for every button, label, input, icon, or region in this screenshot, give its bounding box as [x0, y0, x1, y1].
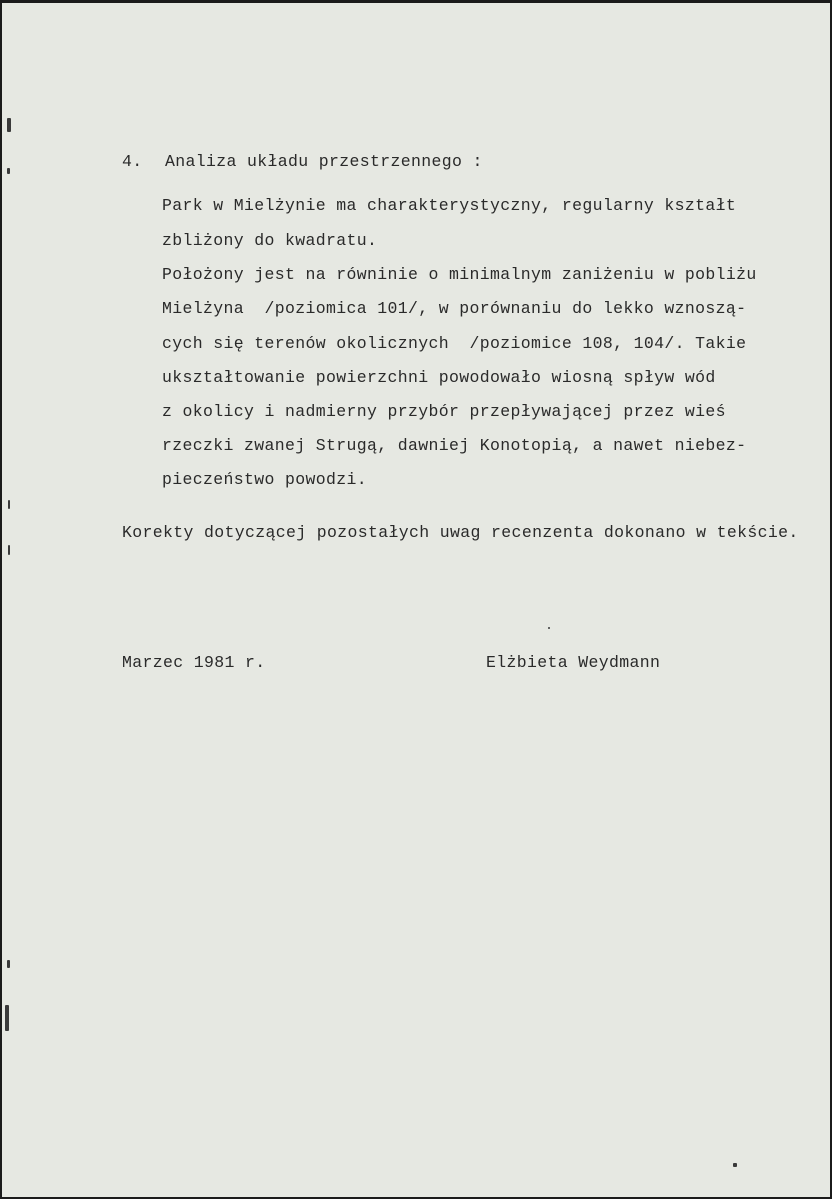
paragraph-line: Położony jest na równinie o minimalnym zaniżeniu w pobliżu	[162, 265, 757, 284]
scan-speck	[8, 545, 10, 555]
paragraph-line: cych się terenów okolicznych /poziomice 108, 104/. Takie	[162, 334, 747, 353]
paragraph-line: Mielżyna /poziomica 101/, w porównaniu do lekko wznoszą-	[162, 299, 747, 318]
scan-speck	[7, 168, 10, 174]
scan-speck	[733, 1163, 737, 1167]
footer-author: Elżbieta Weydmann	[486, 653, 661, 672]
paragraph-line: rzeczki zwanej Strugą, dawniej Konotopią, a nawet niebez-	[162, 436, 747, 455]
scan-speck	[8, 500, 10, 509]
paragraph-line: ukształtowanie powierzchni powodowało wiosną spływ wód	[162, 368, 716, 387]
paragraph-line: zbliżony do kwadratu.	[162, 231, 378, 250]
scan-speck	[5, 1005, 9, 1031]
scan-speck	[7, 960, 10, 968]
scan-speck	[548, 627, 550, 629]
section-number: 4.	[122, 152, 143, 171]
section-heading: Analiza układu przestrzennego :	[165, 152, 483, 171]
reviewer-note: Korekty dotyczącej pozostałych uwag recenzenta dokonano w tekście.	[122, 523, 799, 542]
paragraph-line: z okolicy i nadmierny przybór przepływającej przez wieś	[162, 402, 726, 421]
footer-date: Marzec 1981 r.	[122, 653, 266, 672]
scan-border-left	[0, 0, 2, 1199]
paragraph-line: pieczeństwo powodzi.	[162, 470, 368, 489]
scan-border-top	[0, 0, 832, 3]
scan-speck	[7, 118, 11, 132]
paragraph-line: Park w Mielżynie ma charakterystyczny, regularny kształt	[162, 196, 737, 215]
